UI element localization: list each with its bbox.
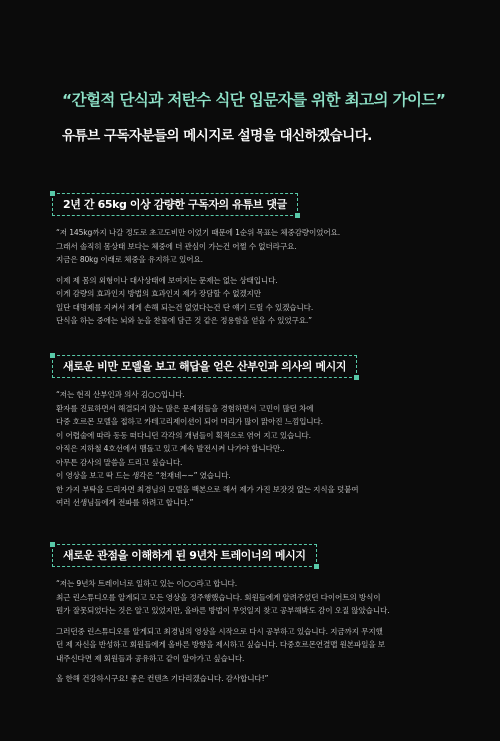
testimonial-section-trainer: [52, 544, 452, 686]
testimonial-section-weight-loss: [52, 193, 452, 328]
testimonial-paragraph: “저는 현직 산부인과 의사 김○○입니다. 환자를 진료하면서 해결되지 않는 많은 문제점들을 경험하면서 고민이 많던 차에 다중 호르몬 모델을 접하고 카테고리제이션이 되어 머리가 많이 맑아진 느낌입니다. 이 어렵술에 따라 동동 떠다니던 각각의 개념들이 획적으로 엮어 지고 있습니다. 아직은 지하철 4호선에서 맴돌고 있고 계속 발전시켜 나가야 합니다만.. 아무튼 감사의 말씀을 드리고 싶습니다. 이 영상을 보고 딱 드는 생각은 “천재네~~” 였습니다. 한 가지 부탁을 드리자면 최경님의 모델을 백본으로 해서 제가 가진 보잣것 없는 지식을 덧붙여 여러 선생님들에게 전파를 하려고 합니다.”: [56, 390, 359, 507]
page-subheading: 유튜브 구독자분들의 메시지로 설명을 대신하겠습니다.: [62, 128, 372, 144]
page-headline: “간헐적 단식과 저탄수 식단 입문자를 위한 최고의 가이드”: [62, 91, 446, 109]
testimonial-paragraph: 이제 제 몸의 외형이나 대사상태에 보여지는 문제는 없는 상태입니다. 이게 감량의 효과인지 방법의 효과인지 제가 장담할 수 없겠지만 일단 대명제를 지켜서 제게 손해 되는건 없었다는건 단 얘기 드릴 수 있겠습니다. 단식을 하는 중에는 뇌와 눈을 찬물에 담근 것 같은 정용함을 얻을 수 있었구요.”: [56, 275, 314, 325]
testimonial-paragraph: 그러던중 린스튜디오를 알게되고 최경님의 영상을 시작으로 다시 공부하고 있습니다. 지금까지 무지했 던 제 자신을 반성하고 회원들에게 올바른 방향을 제시하고 싶습니다. 다중호르몬연결맵 원본파일을 보 내주신다면 제 회원들과 공유하고 같이 알아가고 싶습니다.: [56, 626, 385, 663]
testimonial-section-obgyn: [52, 355, 452, 510]
testimonial-paragraph: “저는 9년차 트레이너로 일하고 있는 이○○라고 합니다. 최근 린스튜디오를 알게되고 모든 영상을 정주행했습니다. 회원들에게 알려주었던 다이어트의 방식이 뭔가 잘못되었다는 것은 알고 있었지만, 올바른 방법이 무엇일지 찾고 공부해봐도 감이 오질 않았습니다.: [56, 579, 390, 615]
section-tag: 2년 간 65kg 이상 감량한 구독자의 유튜브 댓글: [52, 193, 298, 216]
section-tag: 새로운 비만 모델을 보고 해답을 얻은 산부인과 의사의 메시지: [52, 355, 357, 378]
section-tag: 새로운 관점을 이해하게 된 9년차 트레이너의 메시지: [52, 544, 317, 567]
testimonial-paragraph: “저 145kg까지 나갈 정도로 초고도비만 이었기 때문에 1순위 목표는 체중감량이었어요. 그래서 솔직히 몸상태 보다는 체중에 더 관심이 가는건 어쩔 수 없더라구요. 지금은 80kg 이래로 체중을 유지하고 있어요.: [56, 228, 341, 264]
testimonial-paragraph: 올 한해 건강하시구요! 좋은 컨텐츠 기다리겠습니다. 감사합니다!”: [56, 674, 269, 683]
